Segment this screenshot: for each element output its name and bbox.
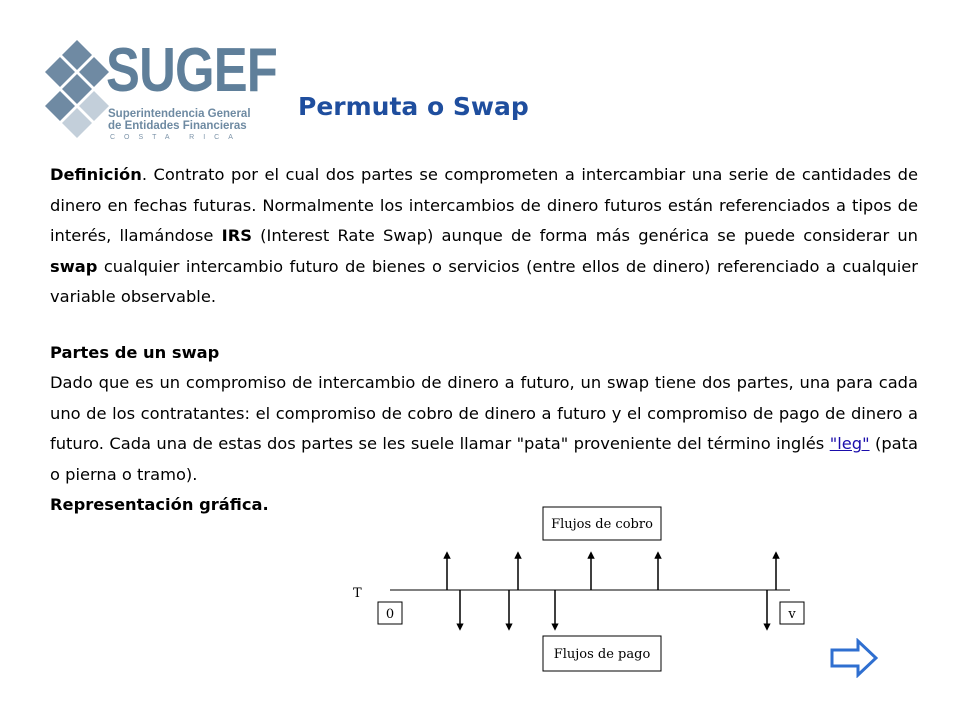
leg-link[interactable]: "leg" — [829, 434, 870, 453]
inflow-arrows — [447, 555, 776, 590]
definition-label: Definición — [50, 165, 142, 184]
end-label: v — [788, 607, 796, 622]
definition-text-1: . Contrato por el cual dos partes se comprometen a intercambiar una serie de cantidades de dinero en fechas futuras. Normalmente los intercambios de dinero futuros están referenciados a tipos de interés, llamándose — [50, 165, 918, 245]
bottom-box-label: Flujos de pago — [553, 647, 651, 662]
start-label: 0 — [385, 607, 395, 622]
parts-text-2: (pata o pierna o tramo). — [50, 434, 919, 484]
logo-country: COSTA RICA — [110, 134, 242, 141]
logo-diamonds-icon — [42, 40, 112, 140]
parts-text-1: Dado que es un compromiso de intercambio de dinero a futuro, un swap tiene dos partes, una para cada uno de los contratantes: el compromiso de cobro de dinero a futuro y el compromiso de pago de dinero a futuro. Cada una de estas dos partes se les suele llamar "pata" proveniente del término inglés — [50, 373, 918, 453]
top-box-label: Flujos de cobro — [551, 517, 653, 532]
right-arrow-icon[interactable] — [830, 638, 878, 678]
swap-term: swap — [50, 256, 98, 276]
parts-heading: Partes de un swap — [50, 342, 220, 362]
logo-subtitle-1: Superintendencia General — [108, 108, 251, 120]
swap-cash-flow-diagram — [345, 505, 815, 687]
definition-text-2: (Interest Rate Swap) aunque de forma más genérica se puede considerar un — [251, 226, 918, 245]
sugef-logo — [42, 36, 278, 152]
irs-term: IRS — [221, 226, 252, 245]
outflow-arrows — [460, 590, 767, 627]
definition-text-3: cualquier intercambio futuro de bienes o servicios (entre ellos de dinero) referenciado a cualquier variable observable. — [50, 256, 918, 306]
parts-paragraph — [50, 368, 918, 490]
paragraph-spacer — [50, 313, 918, 338]
graphic-heading: Representación gráfica. — [50, 495, 269, 514]
logo-subtitle-2: de Entidades Financieras — [108, 120, 247, 132]
page-title: Permuta o Swap — [298, 92, 529, 121]
definition-paragraph — [50, 160, 918, 313]
logo-wordmark: SUGEF — [106, 36, 278, 105]
axis-label: T — [353, 586, 362, 601]
content-body — [50, 160, 918, 521]
